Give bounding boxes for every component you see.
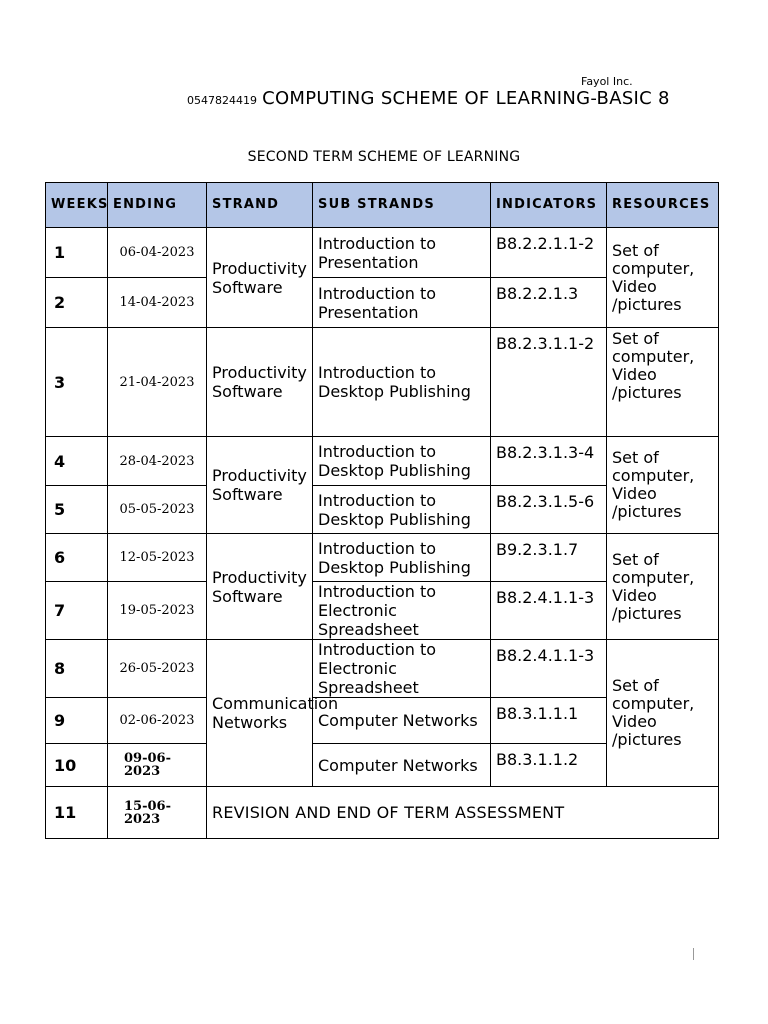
sub-strand: Introduction to Desktop Publishing [313, 486, 491, 534]
page-subtitle: SECOND TERM SCHEME OF LEARNING [247, 149, 521, 165]
sub-strand: Computer Networks [313, 744, 491, 787]
strand-cell: Productivity Software [207, 437, 313, 534]
sub-strand: Introduction to Desktop Publishing [313, 534, 491, 582]
table-row [46, 228, 719, 278]
scheme-table [45, 182, 719, 839]
sub-strand: Introduction to Desktop Publishing [313, 437, 491, 486]
sub-strand: Introduction to Presentation [313, 278, 491, 328]
sub-strand: Introduction to Presentation [313, 228, 491, 278]
sub-strand: Introduction to Desktop Publishing [313, 328, 491, 437]
week-number: 11 [46, 787, 108, 839]
week-number: 9 [46, 698, 108, 744]
strand-cell: Communication Networks [207, 640, 313, 787]
week-number: 4 [46, 437, 108, 486]
week-ending: 14-04-2023 [108, 278, 207, 328]
strand-cell: Productivity Software [207, 228, 313, 328]
sub-strand: Introduction to Electronic Spreadsheet [313, 582, 491, 640]
indicator: B9.2.3.1.7 [491, 534, 607, 582]
table-header-row [46, 183, 719, 228]
table-row [46, 787, 719, 839]
indicator: B8.3.1.1.2 [491, 744, 607, 787]
week-number: 5 [46, 486, 108, 534]
strand-cell: Productivity Software [207, 328, 313, 437]
header-ending: ENDING [108, 183, 207, 228]
resources-cell: Set of computer, Video /pictures [607, 328, 719, 437]
indicator: B8.3.1.1.1 [491, 698, 607, 744]
resources-cell: Set of computer, Video /pictures [607, 640, 719, 787]
company-name: Fayol Inc. [581, 75, 633, 88]
page-title: COMPUTING SCHEME OF LEARNING-BASIC 8 [262, 88, 670, 109]
week-number: 2 [46, 278, 108, 328]
week-number: 10 [46, 744, 108, 787]
sub-strand: Computer Networks [313, 698, 491, 744]
header-weeks: WEEKS [46, 183, 108, 228]
table-row [46, 328, 719, 437]
strand-cell: Productivity Software [207, 534, 313, 640]
indicator: B8.2.3.1.3-4 [491, 437, 607, 486]
week-ending: 09-06-2023 [108, 744, 207, 787]
page-mark [693, 948, 694, 960]
week-ending: 28-04-2023 [108, 437, 207, 486]
sub-strand: Introduction to Electronic Spreadsheet [313, 640, 491, 698]
week-ending: 12-05-2023 [108, 534, 207, 582]
indicator: B8.2.2.1.3 [491, 278, 607, 328]
week-ending: 26-05-2023 [108, 640, 207, 698]
week-number: 3 [46, 328, 108, 437]
header-indicators: INDICATORS [491, 183, 607, 228]
resources-cell: Set of computer, Video /pictures [607, 437, 719, 534]
week-ending: 02-06-2023 [108, 698, 207, 744]
resources-cell: Set of computer, Video /pictures [607, 534, 719, 640]
title-line [187, 88, 707, 109]
week-number: 7 [46, 582, 108, 640]
table-row [46, 437, 719, 486]
header-sub-strands: SUB STRANDS [313, 183, 491, 228]
header-strand: STRAND [207, 183, 313, 228]
indicator: B8.2.2.1.1-2 [491, 228, 607, 278]
header-resources: RESOURCES [607, 183, 719, 228]
week-number: 8 [46, 640, 108, 698]
week-ending: 19-05-2023 [108, 582, 207, 640]
indicator: B8.2.4.1.1-3 [491, 582, 607, 640]
indicator: B8.2.3.1.1-2 [491, 328, 607, 437]
phone-number: 0547824419 [187, 94, 257, 107]
week-number: 1 [46, 228, 108, 278]
week-ending: 21-04-2023 [108, 328, 207, 437]
revision-cell: REVISION AND END OF TERM ASSESSMENT [207, 787, 719, 839]
table-row [46, 640, 719, 698]
indicator: B8.2.3.1.5-6 [491, 486, 607, 534]
resources-cell: Set of computer, Video /pictures [607, 228, 719, 328]
indicator: B8.2.4.1.1-3 [491, 640, 607, 698]
week-number: 6 [46, 534, 108, 582]
table-row [46, 534, 719, 582]
week-ending: 15-06-2023 [108, 787, 207, 839]
week-ending: 06-04-2023 [108, 228, 207, 278]
week-ending: 05-05-2023 [108, 486, 207, 534]
